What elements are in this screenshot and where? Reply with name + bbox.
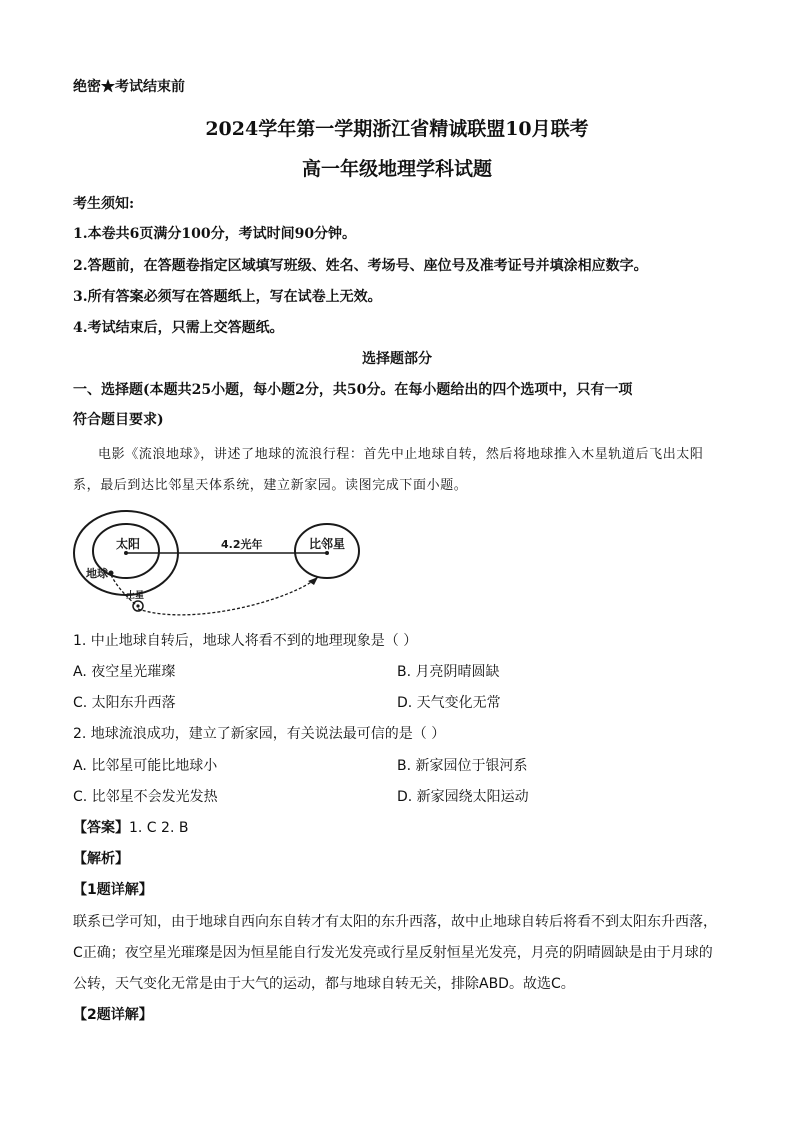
jupiter-label: 土星 (126, 591, 145, 601)
notice-heading: 考生须知: (73, 196, 135, 212)
question-1-option-d: D. 天气变化无常 (397, 695, 501, 711)
answer-label: 【答案】 (73, 820, 129, 836)
section-instruction: 一、选择题(本题共25小题，每小题2分，共50分。在每小题给出的四个选项中，只有一项 (73, 382, 633, 398)
question-2-option-d: D. 新家园绕太阳运动 (397, 789, 529, 805)
q1-detail-text: C正确；夜空星光璀璨是因为恒星能自行发光发亮或行星反射恒星光发亮，月亮的阴晴圆缺是由于月球的 (73, 945, 713, 961)
notice-item: 3.所有答案必须写在答题纸上，写在试卷上无效。 (73, 289, 382, 305)
distance-label: 4.2光年 (221, 538, 263, 551)
intro-text: 电影《流浪地球》，讲述了地球的流浪行程：首先中止地球自转，然后将地球推入木星轨道后飞出太阳 (98, 447, 704, 462)
secret-label: 绝密★考试结束前 (73, 79, 185, 95)
q1-detail-text: 公转，天气变化无常是由于大气的运动，都与地球自转无关，排除ABD。故选C。 (73, 976, 575, 992)
earth-dot (109, 571, 114, 576)
notice-item: 4.考试结束后，只需上交答题纸。 (73, 320, 284, 336)
answer-value: 1. C 2. B (129, 820, 189, 836)
q2-detail-heading: 【2题详解】 (73, 1007, 153, 1023)
section-instruction-cont: 符合题目要求) (73, 412, 164, 428)
exam-title: 2024学年第一学期浙江省精诚联盟10月联考 (205, 118, 589, 140)
sun-label: 太阳 (116, 537, 141, 551)
q1-detail-heading: 【1题详解】 (73, 882, 153, 898)
space-diagram (72, 505, 372, 625)
jupiter-center (136, 604, 139, 607)
question-2-option-a: A. 比邻星可能比地球小 (73, 758, 218, 774)
question-2-option-c: C. 比邻星不会发光发热 (73, 789, 218, 805)
question-1-stem: 1. 中止地球自转后，地球人将看不到的地理现象是（ ） (73, 633, 418, 649)
question-1-option-b: B. 月亮阴晴圆缺 (397, 664, 500, 680)
answer-row (73, 817, 188, 837)
notice-item: 2.答题前，在答题卷指定区域填写班级、姓名、考场号、座位号及准考证号并填涂相应数字。 (73, 258, 648, 274)
question-2-option-b: B. 新家园位于银河系 (397, 758, 528, 774)
section-name: 选择题部分 (362, 351, 432, 367)
proxima-label: 比邻星 (309, 537, 346, 551)
notice-item: 1.本卷共6页满分100分，考试时间90分钟。 (73, 226, 357, 242)
path-to-proxima (138, 577, 318, 615)
q1-detail-text: 联系已学可知，由于地球自西向东自转才有太阳的东升西落，故中止地球自转后将看不到太阳东升西落， (73, 914, 717, 930)
intro-text-cont: 系，最后到达比邻星天体系统，建立新家园。读图完成下面小题。 (73, 478, 468, 493)
question-1-option-c: C. 太阳东升西落 (73, 695, 176, 711)
question-2-stem: 2. 地球流浪成功，建立了新家园，有关说法最可信的是（ ） (73, 726, 446, 742)
earth-label: 地球 (86, 567, 108, 580)
sun-dot (124, 551, 128, 555)
exam-subtitle: 高一年级地理学科试题 (301, 158, 492, 180)
question-1-option-a: A. 夜空星光璀璨 (73, 664, 176, 680)
proxima-dot (325, 551, 329, 555)
analysis-label: 【解析】 (73, 851, 129, 867)
